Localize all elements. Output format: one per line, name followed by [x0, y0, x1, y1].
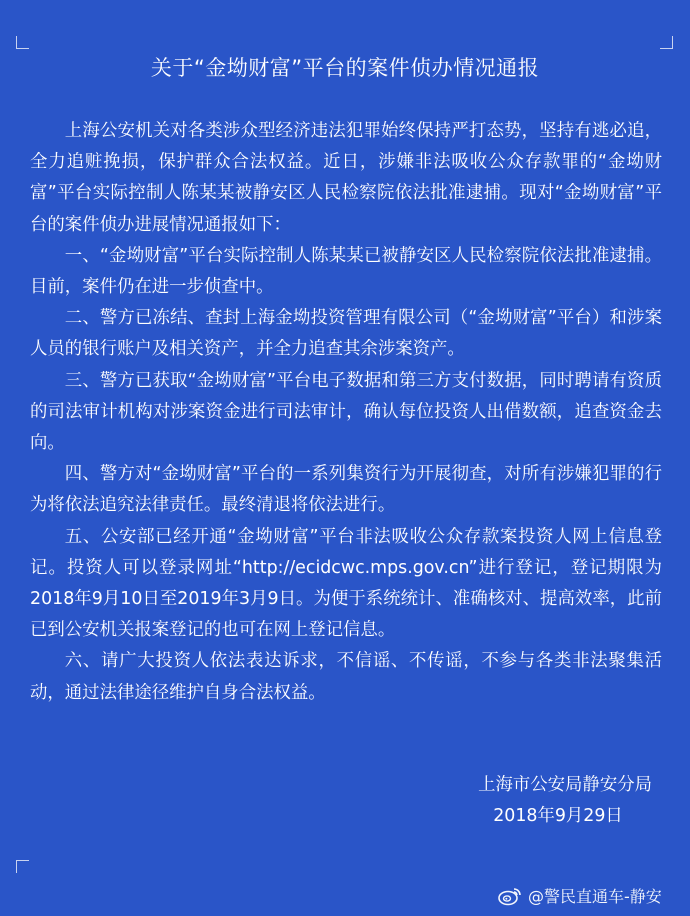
- paragraph-item-1: 一、“金坳财富”平台实际控制人陈某某已被静安区人民检察院依法批准逮捕。目前，案件仍在进一步侦查中。: [30, 245, 662, 298]
- corner-mark-top-left: [16, 36, 29, 49]
- paragraph-item-6: 六、请广大投资人依法表达诉求，不信谣、不传谣，不参与各类非法聚集活动，通过法律途径维护自身合法权益。: [30, 651, 662, 703]
- notice-body: [30, 116, 662, 709]
- paragraph-item-3: 三、警方已获取“金坳财富”平台电子数据和第三方支付数据，同时聘请有资质的司法审计机构对涉案资金进行司法审计，确认每位投资人出借数额，追查资金去向。: [30, 370, 662, 454]
- weibo-icon: [498, 886, 522, 906]
- signature-date: 2018年9月29日: [493, 806, 623, 826]
- paragraph-item-5: 五、公安部已经开通“金坳财富”平台非法吸收公众存款案投资人网上信息登记。投资人可以登录网址“http://ecidcwc.mps.gov.cn”进行登记，登记期限为2018年9月10日至2019年3月9日。为便于系统统计、准确核对、提高效率，此前已到公安机关报案登记的也可在网上登记信息。: [30, 526, 662, 641]
- weibo-watermark: [498, 884, 662, 907]
- watermark-text: @警民直通车-静安: [528, 887, 662, 906]
- corner-mark-top-right: [660, 36, 673, 49]
- signature-org: 上海市公安局静安分局: [478, 775, 652, 795]
- notice-title: 关于“金坳财富”平台的案件侦办情况通报: [150, 56, 540, 80]
- corner-mark-bottom-left: [16, 860, 29, 873]
- signature-block: [430, 770, 652, 832]
- paragraph-item-4: 四、警方对“金坳财富”平台的一系列集资行为开展彻查，对所有涉嫌犯罪的行为将依法追究法律责任。最终清退将依法进行。: [30, 464, 662, 516]
- paragraph-item-2: 二、警方已冻结、查封上海金坳投资管理有限公司（“金坳财富”平台）和涉案人员的银行账户及相关资产，并全力追查其余涉案资产。: [30, 308, 662, 360]
- paragraph-intro: 上海公安机关对各类涉众型经济违法犯罪始终保持严打态势，坚持有逃必追，全力追赃挽损，保护群众合法权益。近日，涉嫌非法吸收公众存款罪的“金坳财富”平台实际控制人陈某某被静安区人民检察院依法批准逮捕。现对“金坳财富”平台的案件侦办进展情况通报如下：: [30, 121, 662, 235]
